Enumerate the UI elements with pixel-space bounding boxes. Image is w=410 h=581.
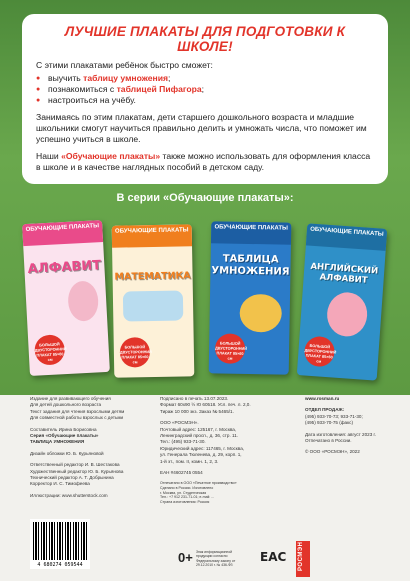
poster-header: ОБУЧАЮЩИЕ ПЛАКАТЫ [112,224,192,247]
barcode [30,519,90,569]
publisher-logo: РОСМЭН [296,541,310,577]
poster-header: ОБУЧАЮЩИЕ ПЛАКАТЫ [306,223,387,251]
barcode-bars [33,522,87,560]
info-board [22,14,388,184]
board-paragraph: Занимаясь по этим плакатам, дети старшего дошкольного возраста и младшие школьники смогут научиться правильно делить и умножать числа, что поможет им успешно учиться в школе. [36,112,367,144]
barcode-number: 4 680274 059544 [37,562,83,568]
poster-header: ОБУЧАЮЩИЕ ПЛАКАТЫ [211,221,291,244]
list-item: ● познакомиться с таблицей Пифагора; [36,84,374,95]
poster-alphabet [22,220,110,376]
poster-badge: БОЛЬШОЙ ДВУСТОРОННИЙ ПЛАКАТ 85×60 см [215,333,246,364]
child-illustration [326,291,369,338]
list-item: ● настроиться на учёбу. [36,95,374,106]
series-title: В серии «Обучающие плакаты»: [116,192,294,204]
poster-badge: БОЛЬШОЙ ДВУСТОРОННИЙ ПЛАКАТ 85×60 см [34,334,66,366]
poster-title: ТАБЛИЦА УМНОЖЕНИЯ [211,253,290,278]
board-title: ЛУЧШИЕ ПЛАКАТЫ ДЛЯ ПОДГОТОВКИ К ШКОЛЕ! [64,24,346,54]
poster-multiplication [209,221,292,374]
poster-header: ОБУЧАЮЩИЕ ПЛАКАТЫ [22,220,103,246]
imprint-right-column: www.rosman.ru ОТДЕЛ ПРОДАЖ: (495) 933-70-73; 933-71-30; (495) 933-70-75 (факс) Дата изготовления: август 2023 г. Отпечатано в России. © ООО «РОСМЭН», 2022 [305,396,376,455]
child-illustration [239,294,282,333]
eac-certification-icon: EAC [260,550,287,564]
poster-badge: БОЛЬШОЙ ДВУСТОРОННИЙ ПЛАКАТ 85×60 см [303,336,335,368]
imprint-middle-column: Подписано в печать 13.07.2023. Формат 60х90 ½ Ю 60518. Усл. печ. л. 2,0. Тираж 10 000 экз. Заказ № 5465/1. ООО «РОСМЭН». Почтовый адрес: 125167, г. Москва, Ленинградский просп., д. 36, стр. 11. Тел.: (495) 933-71-30. Юридический адрес: 117465, г. Москва, ул. Генерала Тюленева, д. 29, корп. 1, 1-й эт., пом. II, комн. 1, 2, 3. ЕАН #4602745 0554 Отпечатано в ООО «Печатное производство» Сделано в России. Изготовлено г. Москва, ул. Студенческая Тел.: +7 912 231-71-01; e-mail: ... Страна изготовления: Россия [160,396,251,504]
poster-mathematics [112,224,195,377]
poster-title: АЛФАВИТ [27,258,102,277]
board-paragraph-2: Наши «Обучающие плакаты» также можно использовать для оформления класса в школе и в качестве наглядных пособий в детском саду. [36,151,371,172]
age-rating-note: Знак информационной продукции согласно Федеральному закону от 29.12.2010 г. № 436-ФЗ [196,550,236,568]
poster-title: АНГЛИЙСКИЙ АЛФАВИТ [310,261,379,286]
benefits-list [36,73,374,106]
child-illustration [67,280,99,322]
board-intro: С этими плакатами ребёнок быстро сможет: [36,60,213,70]
poster-badge: БОЛЬШОЙ ДВУСТОРОННИЙ ПЛАКАТ 85×60 см [120,337,151,368]
poster-english-alphabet [297,223,387,380]
poster-title: МАТЕМАТИКА [114,270,191,283]
list-item: ● выучить таблицу умножения; [36,73,374,84]
number-illustration [123,290,184,321]
age-rating-badge: 0+ [178,550,193,565]
imprint-left-column: Издание для развивающего обучения Для детей дошкольного возраста Текст задания для чтения взрослыми детям Для совместной работы взрослых с детьми Составитель Ирина Борисовна Серия «Обучающие плакаты» ТАБЛИЦА УМНОЖЕНИЯ Дизайн обложки Ю. Б. Курьяновой Ответственный редактор И. В. Шестакова Художественный редактор Ю. Б. Курьянова Технический редактор А. Т. Добрынина Корректор И. С. Тимофеева Иллюстрации: www.shutterstock.com [30,396,125,498]
